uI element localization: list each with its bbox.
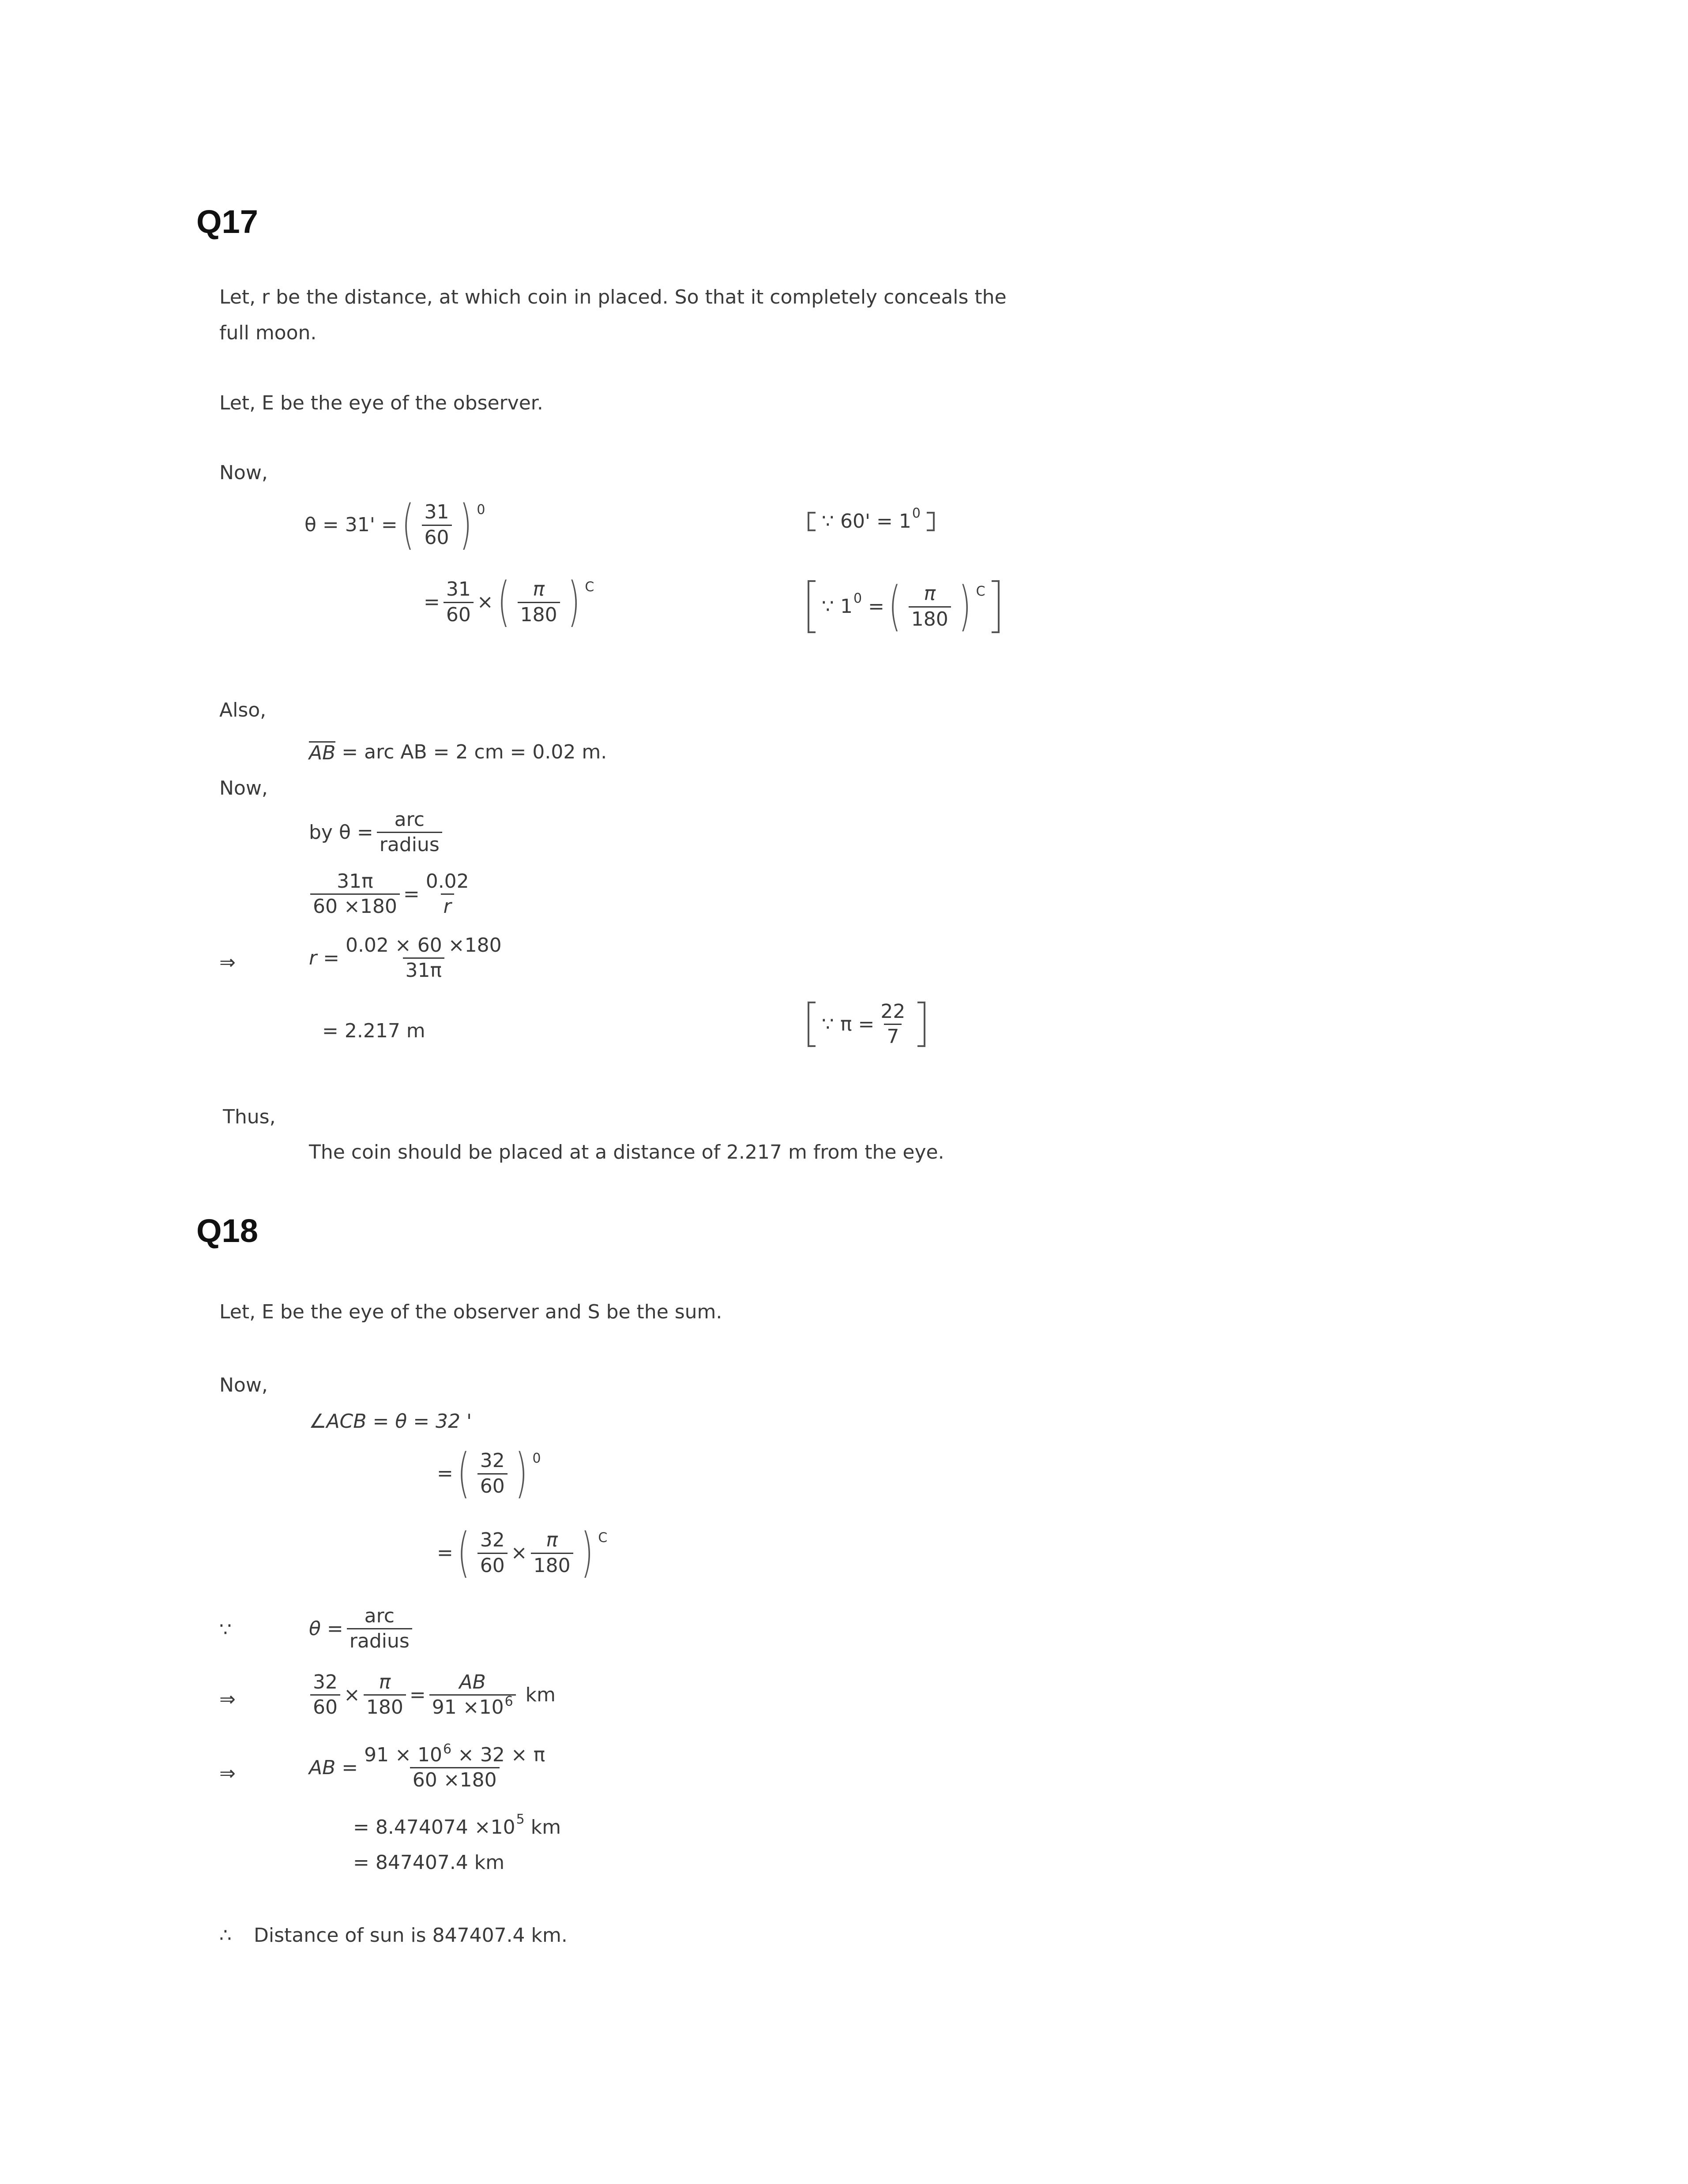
q17-theta-arc-radius: by θ = $\frac{\text{arc}}{\text{radius}}$	[309, 810, 446, 855]
q18-result-decimal: = 847407.4 km	[353, 1851, 505, 1874]
q18-theta-arc-radius: θ = $\frac{\text{arc}}{\text{radius}}$	[309, 1606, 416, 1651]
q17-ratio-equation: $\frac{31\pi}{60 \times 180}$ = $\frac{0.02}{r}$	[307, 871, 475, 917]
q17-fraction-pi-180: $\frac{\pi}{180}$	[518, 579, 560, 625]
q17-radian-conversion: = $\frac{31}{60}$ × ( $\frac{\pi}{180}$ ) C	[424, 571, 594, 633]
q17-degree-sup: 0	[477, 502, 485, 518]
q17-now-label: Now,	[219, 462, 268, 484]
q17-observer-line: Let, E be the eye of the observer.	[219, 392, 543, 414]
q18-intro-line: Let, E be the eye of the observer and S be the sum.	[219, 1301, 722, 1323]
q17-heading: Q17	[196, 203, 258, 240]
q18-angle-acb: ∠ACB = θ = 32 '	[309, 1410, 472, 1433]
q17-fraction-31-60b: $\frac{31}{60}$	[444, 579, 474, 625]
q17-fraction-31-60: $\frac{31}{60}$	[422, 502, 452, 548]
q17-theta-equation	[305, 494, 485, 555]
q17-intro-line1: Let, r be the distance, at which coin in placed. So that it completely conceals the	[219, 286, 1007, 308]
q17-degree-paren: ( $\frac{31}{60}$ )	[402, 494, 472, 555]
q18-radian-form: = ( $\frac{32}{60}$ × $\frac{\pi}{180}$ ) C	[437, 1522, 608, 1584]
q18-therefore-symbol: ∴	[219, 1924, 232, 1947]
q17-r-result: = 2.217 m	[322, 1020, 425, 1042]
q18-heading: Q18	[196, 1212, 258, 1249]
q17-r-formula: r = $\frac{0.02 \times 60 \times 180}{31\pi}$	[309, 934, 502, 982]
q17-arc-ab: AB	[309, 742, 336, 764]
q17-note-degree: ∵ 1 0 = ( $\frac{\pi}{180}$ ) C	[808, 580, 1000, 633]
q17-note-minutes: ∵ 60' = 1 0	[808, 512, 935, 531]
q18-implies-arrow-1: ⇒	[219, 1688, 236, 1711]
q17-implies-arrow: ⇒	[219, 951, 236, 974]
q18-because-symbol: ∵	[219, 1618, 232, 1641]
q17-theta-lhs: θ = 31' =	[305, 514, 398, 536]
q17-conclusion: The coin should be placed at a distance of 2.217 m from the eye.	[309, 1141, 944, 1163]
q17-thus-label: Thus,	[223, 1106, 276, 1128]
q17-arc-length: AB = arc AB = 2 cm = 0.02 m.	[309, 740, 607, 764]
q18-result-scientific: = 8.474074 ×10 5 km	[353, 1812, 561, 1839]
q18-now-label: Now,	[219, 1374, 268, 1396]
q17-now-label-2: Now,	[219, 777, 268, 799]
q17-note-pi: ∵ π = $\frac{22}{7}$	[808, 1002, 925, 1047]
q18-conclusion: Distance of sun is 847407.4 km.	[254, 1924, 568, 1947]
q18-ratio-equation: $\frac{32}{60}$ × $\frac{\pi}{180}$ = $\frac{AB}{91 \times 10^6}$ km	[307, 1672, 556, 1718]
q17-intro-line2: full moon.	[219, 322, 317, 344]
q18-degree-form: = ( $\frac{32}{60}$ ) 0	[437, 1443, 541, 1504]
q18-ab-formula: AB = $\frac{91 \times 10^6 \times 32 \times \pi}{60 \times 180}$	[309, 1741, 545, 1792]
q17-also-label: Also,	[219, 699, 267, 721]
q18-implies-arrow-2: ⇒	[219, 1762, 236, 1785]
